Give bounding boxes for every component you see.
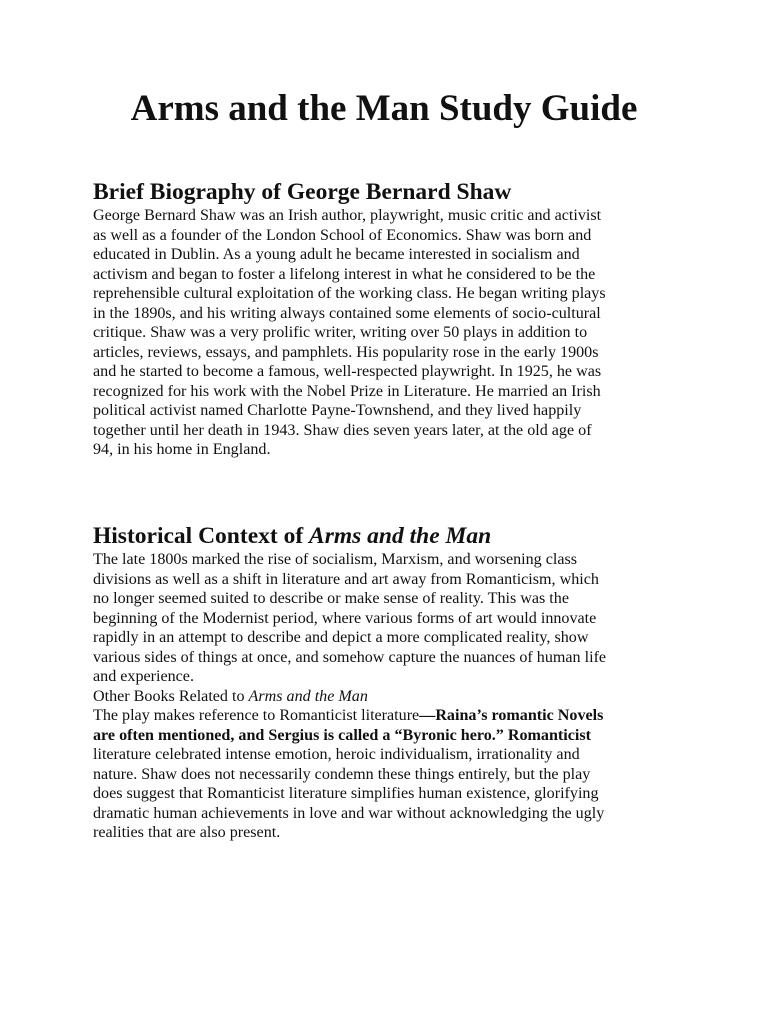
text-line: and experience. (93, 668, 194, 685)
text-line: 94, in his home in England. (93, 441, 271, 458)
text-line: dramatic human achievements in love and war without acknowledging the ugly (93, 804, 605, 822)
text-line: nature. Shaw does not necessarily condemn these things entirely, but the play (93, 765, 591, 783)
text-line: literature celebrated intense emotion, heroic individualism, irrationality and (93, 746, 580, 763)
text-line: as well as a founder of the London School of Economics. Shaw was born and (93, 226, 592, 244)
text-line: political activist named Charlotte Payne-Townshend, and they lived happily (93, 402, 582, 419)
biography-heading: Brief Biography of George Bernard Shaw (93, 179, 512, 205)
related-books-subheading (93, 687, 673, 707)
biography-paragraph (93, 206, 673, 460)
related-italic-title: Arms and the Man (248, 687, 368, 705)
text-line: realities that are also present. (93, 824, 281, 841)
text-line: divisions as well as a shift in literature and art away from Romanticism, which (93, 570, 599, 588)
related-line1-bold: —Raina’s romantic Novels (419, 707, 604, 724)
historical-context-paragraph (93, 550, 673, 843)
document-title: Arms and the Man Study Guide (130, 88, 638, 129)
text-line (93, 706, 673, 726)
text-line: in the 1890s, and his writing always contained some elements of socio-cultural (93, 304, 601, 322)
text-line: critique. Shaw was a very prolific writer, writing over 50 plays in addition to (93, 324, 588, 341)
text-line: activism and began to foster a lifelong interest in what he considered to be the (93, 265, 596, 283)
text-line: together until her death in 1943. Shaw dies seven years later, at the old age of (93, 421, 592, 439)
text-line: reprehensible cultural exploitation of the working class. He began writing plays (93, 285, 606, 302)
related-prefix: Other Books Related to (93, 687, 249, 705)
heading-prefix: Historical Context of (93, 523, 310, 549)
text-line: The late 1800s marked the rise of socialism, Marxism, and worsening class (93, 551, 578, 568)
text-line: beginning of the Modernist period, where various forms of art would innovate (93, 609, 597, 627)
text-line: rapidly in an attempt to describe and depict a more complicated reality, show (93, 629, 589, 646)
related-line1-normal: The play makes reference to Romanticist literature (93, 707, 420, 724)
text-line: articles, reviews, essays, and pamphlets. His popularity rose in the early 1900s (93, 343, 599, 361)
text-line: recognized for his work with the Nobel Prize in Literature. He married an Irish (93, 382, 601, 400)
text-line: educated in Dublin. As a young adult he became interested in socialism and (93, 246, 580, 263)
heading-italic-title: Arms and the Man (309, 523, 492, 549)
text-line: no longer seemed suited to describe or make sense of reality. This was the (93, 590, 569, 607)
historical-context-heading (93, 522, 491, 550)
text-line: George Bernard Shaw was an Irish author, playwright, music critic and activist (93, 207, 602, 224)
text-line: and he started to become a famous, well-respected playwright. In 1925, he was (93, 363, 602, 380)
text-line: various sides of things at once, and somehow capture the nuances of human life (93, 648, 607, 666)
text-line: does suggest that Romanticist literature simplifies human existence, glorifying (93, 785, 599, 802)
text-line: are often mentioned, and Sergius is called a “Byronic hero.” Romanticist (93, 726, 592, 744)
